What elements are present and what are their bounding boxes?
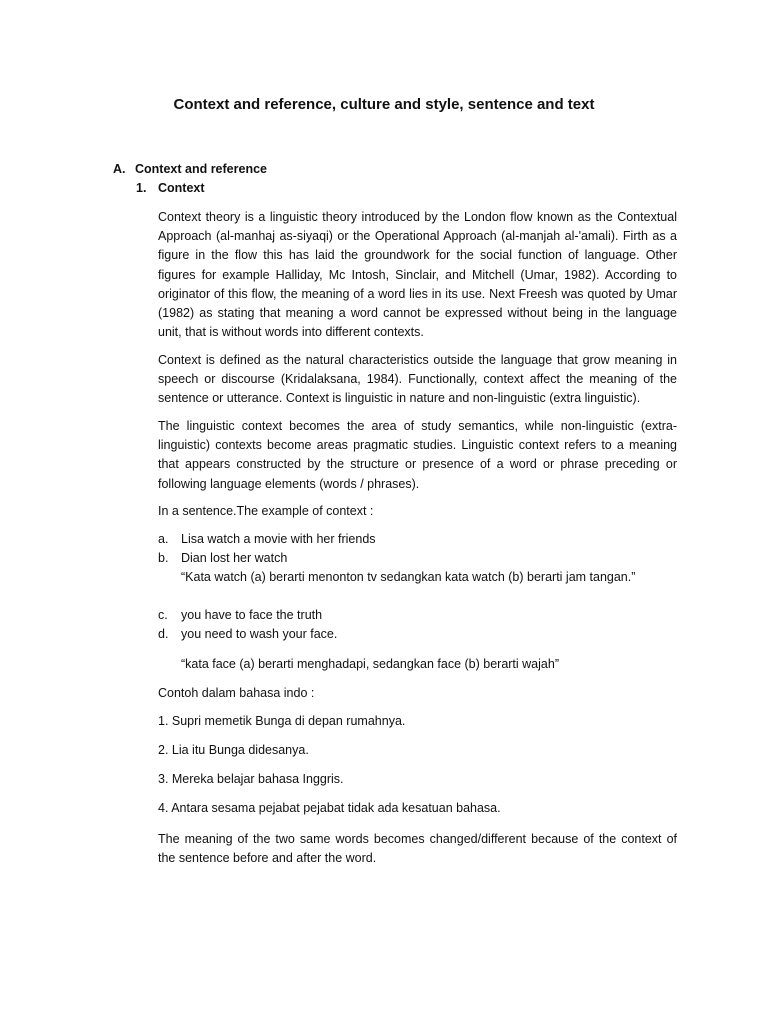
list-marker: c.	[158, 608, 168, 622]
list-marker: d.	[158, 627, 169, 641]
paragraph-1: Context theory is a linguistic theory introduced by the London flow known as the Contextual Approach (al-manhaj as-siyaqi) or the Operational Approach (al-manjah al-'amali). Firth as a figure in the flow this has laid the groundwork for the social function of language. Other figures for example Halliday, Mc Intosh, Sinclair, and Mitchell (Umar, 1982). According to originator of this flow, the meaning of a word lies in its use. Next Freesh was quoted by Umar (1982) as stating that meaning a word cannot be expressed without being in the language unit, that is without words into different contexts.	[158, 210, 677, 340]
list-item	[158, 551, 287, 565]
indo-example: 1. Supri memetik Bunga di depan rumahnya.	[158, 714, 406, 728]
subsection-marker: 1.	[136, 181, 147, 195]
list-item-text: Lisa watch a movie with her friends	[181, 532, 376, 546]
indo-example: 3. Mereka belajar bahasa Inggris.	[158, 772, 344, 786]
list-item-text: Dian lost her watch	[181, 551, 288, 565]
subsection-heading-text: Context	[158, 181, 205, 195]
list-item-text: you need to wash your face.	[181, 627, 338, 641]
conclusion-paragraph: The meaning of the two same words becomes changed/different because of the context of the sentence before and after the word.	[158, 832, 677, 866]
indo-intro: Contoh dalam bahasa indo :	[158, 686, 315, 700]
list-item-text: you have to face the truth	[181, 608, 323, 622]
example-intro: In a sentence.The example of context :	[158, 504, 374, 518]
subsection-heading	[136, 181, 205, 195]
paragraph-3: The linguistic context becomes the area of study semantics, while non-linguistic (extra-linguistic) contexts become areas pragmatic studies. Linguistic context refers to a meaning that appears constructed by the structure or presence of a word or phrase preceding or following language elements (words / phrases).	[158, 419, 677, 491]
example-note-1: “Kata watch (a) berarti menonton tv sedangkan kata watch (b) berarti jam tangan.”	[181, 570, 636, 584]
list-item	[158, 627, 337, 641]
indo-example: 2. Lia itu Bunga didesanya.	[158, 743, 309, 757]
list-item	[158, 608, 322, 622]
list-marker: b.	[158, 551, 169, 565]
example-note-2: “kata face (a) berarti menghadapi, sedangkan face (b) berarti wajah”	[181, 657, 559, 671]
section-heading	[113, 162, 267, 176]
section-marker: A.	[113, 162, 126, 176]
section-heading-text: Context and reference	[135, 162, 267, 176]
document-title: Context and reference, culture and style, sentence and text	[173, 96, 595, 113]
list-marker: a.	[158, 532, 169, 546]
list-item	[158, 532, 376, 546]
paragraph-2: Context is defined as the natural characteristics outside the language that grow meaning in speech or discourse (Kridalaksana, 1984). Functionally, context affect the meaning of the sentence or utterance. Context is linguistic in nature and non-linguistic (extra linguistic).	[158, 353, 677, 406]
indo-example: 4. Antara sesama pejabat pejabat tidak ada kesatuan bahasa.	[158, 801, 501, 815]
